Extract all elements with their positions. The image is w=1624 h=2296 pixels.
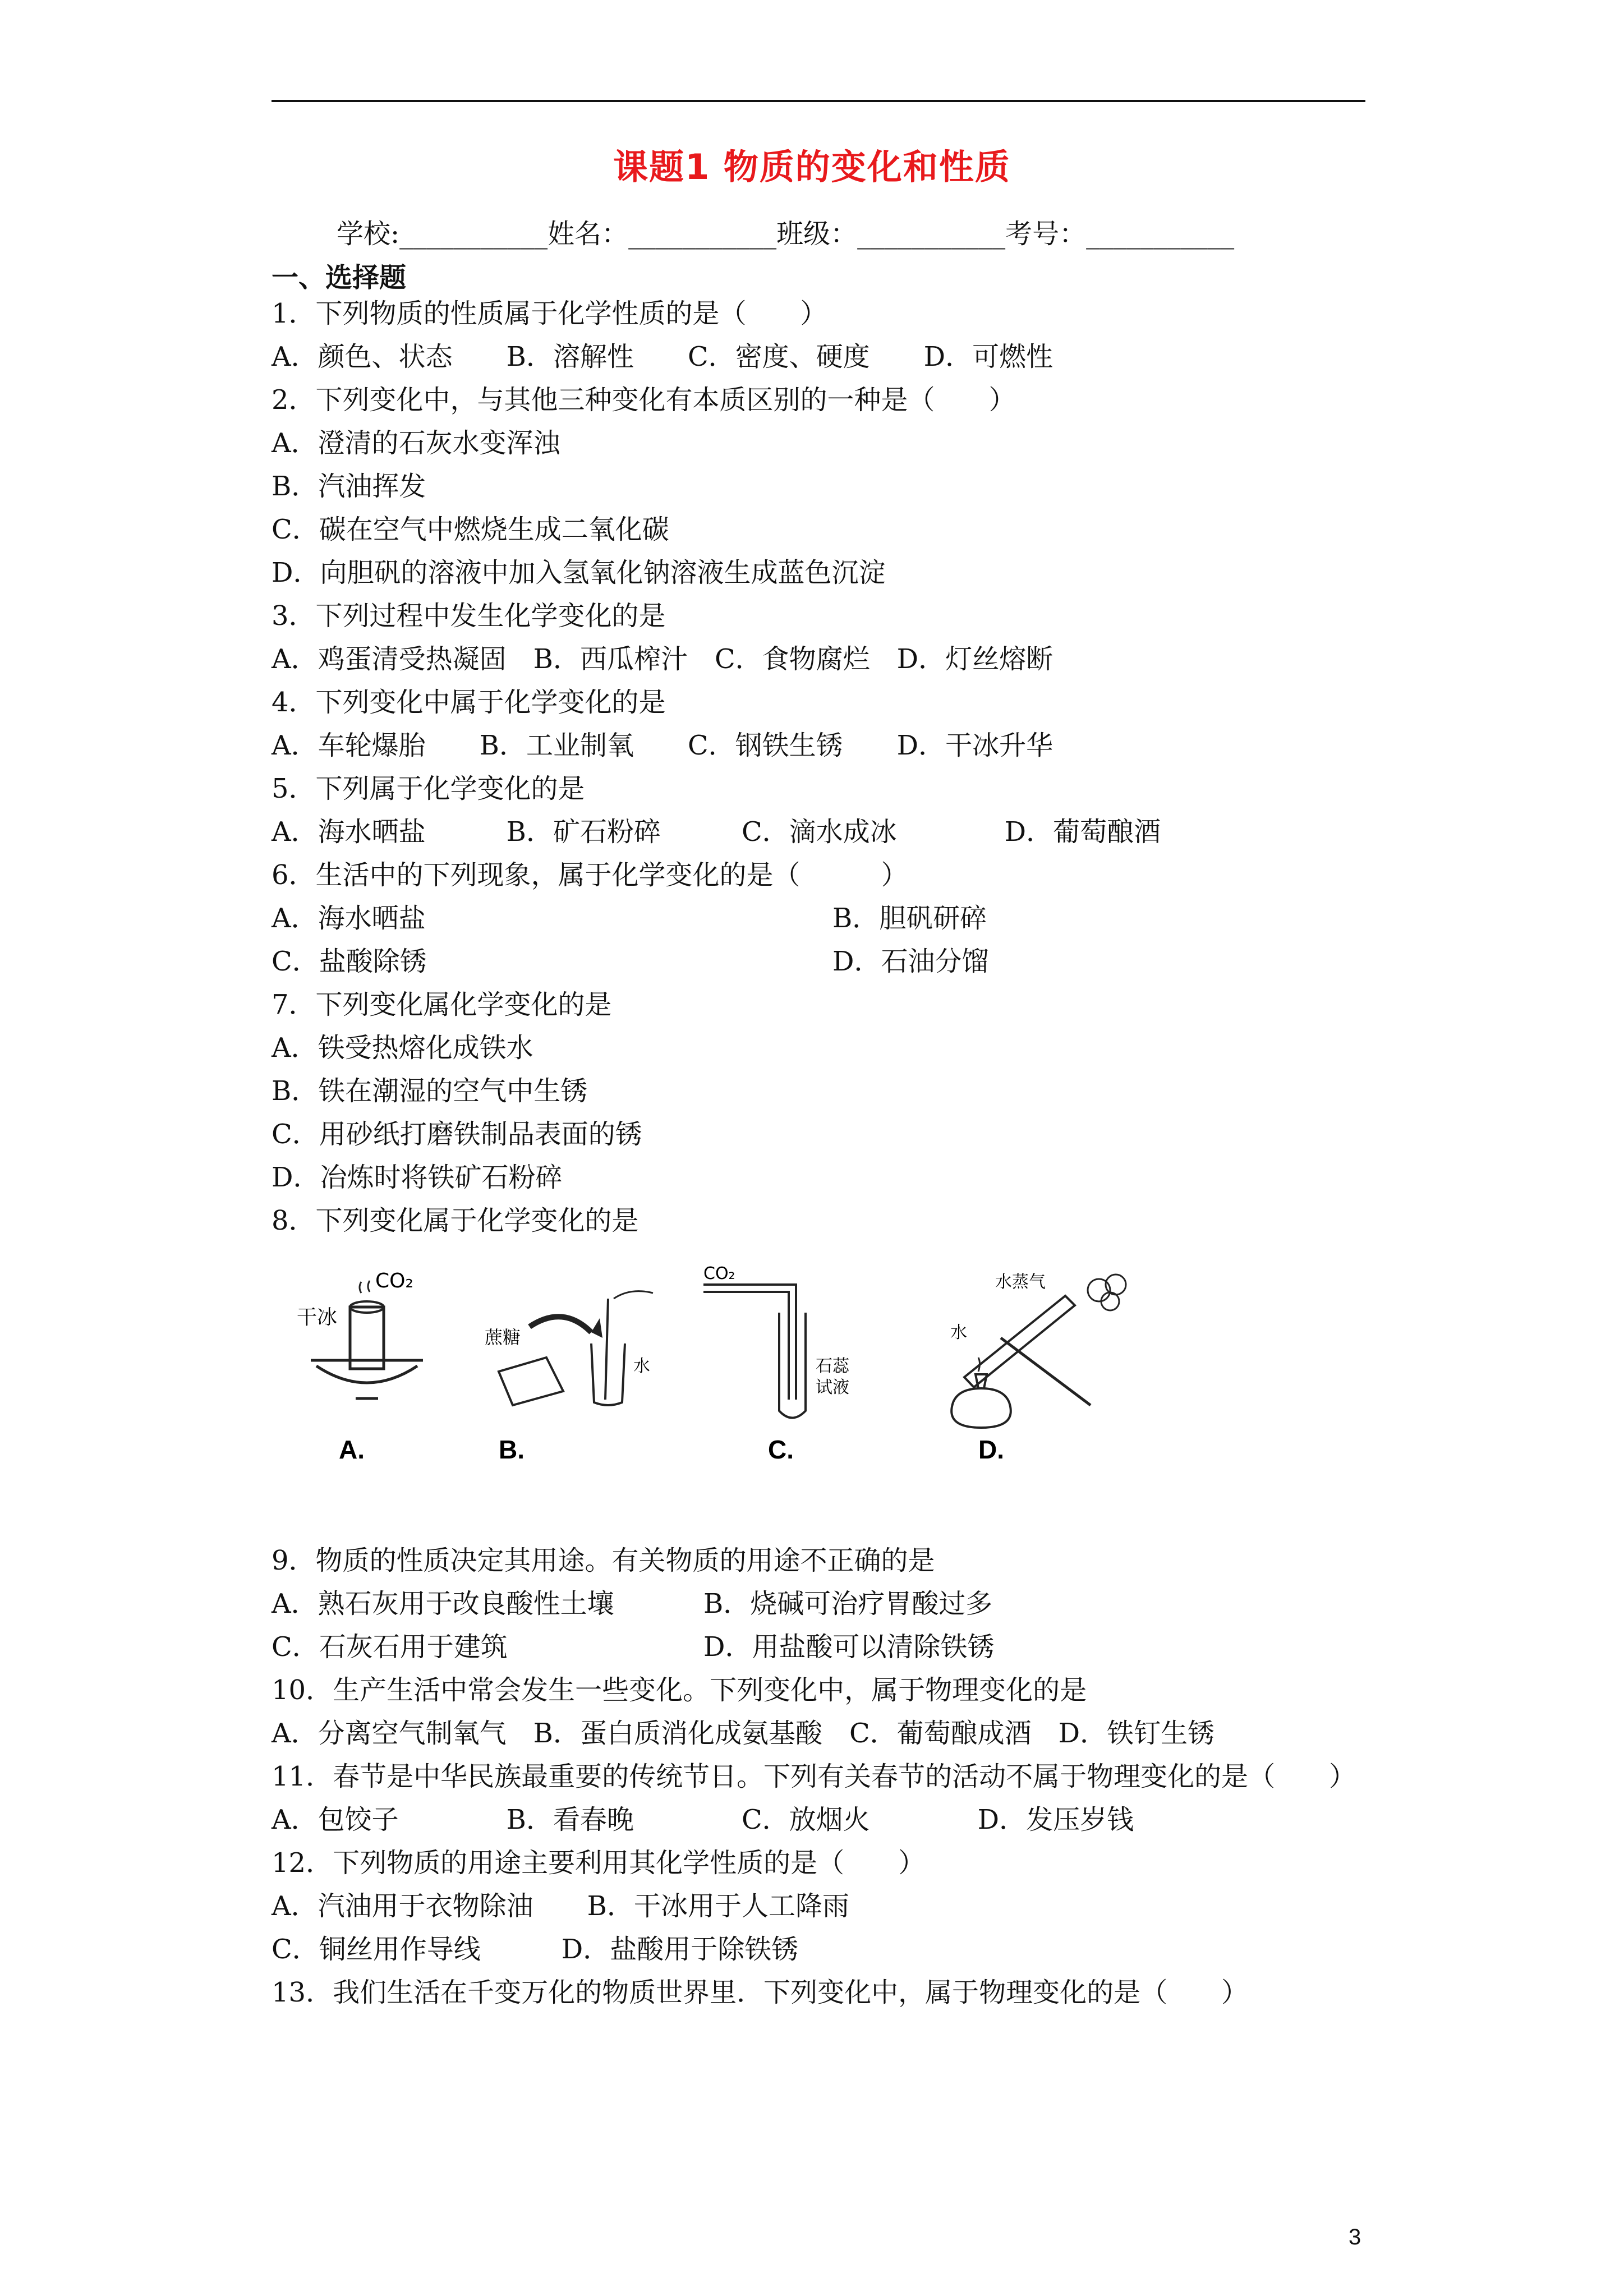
question-line: A．铁受热熔化成铁水: [272, 1032, 533, 1064]
question-line: D．石油分馏: [832, 946, 989, 977]
question-line: 2．下列变化中，与其他三种变化有本质区别的一种是（ ）: [272, 384, 1016, 416]
question-line: A．鸡蛋清受热凝固 B．西瓜榨汁 C．食物腐烂 D．灯丝熔断: [272, 643, 1053, 675]
question-line: 13．我们生活在千变万化的物质世界里．下列变化中，属于物理变化的是（ ）: [272, 1977, 1249, 2008]
question-line: D．冶炼时将铁矿石粉碎: [272, 1162, 563, 1193]
student-info-line: 学校:___________姓名：___________班级：___________考号：___________: [337, 218, 1235, 250]
figure-label-b: B.: [499, 1435, 525, 1464]
question-line: 10．生产生活中常会发生一些变化。下列变化中，属于物理变化的是: [272, 1674, 1087, 1706]
question-line: A．颜色、状态 B．溶解性 C．密度、硬度 D．可燃性: [272, 341, 1053, 372]
question-8-figure: [272, 1259, 1169, 1484]
question-line: A．海水晒盐 B．矿石粉碎 C．滴水成冰 D．葡萄酿酒: [272, 816, 1161, 848]
question-line: C．石灰石用于建筑: [272, 1631, 508, 1663]
figure-a-text-dry-ice: 干冰: [297, 1306, 338, 1329]
question-line: A．汽油用于衣物除油 B．干冰用于人工降雨: [272, 1890, 849, 1922]
section-heading: 一、选择题: [272, 262, 407, 293]
figure-c-text-litmus-2: 试液: [816, 1378, 849, 1397]
question-line: 6．生活中的下列现象，属于化学变化的是（ ）: [272, 859, 908, 891]
question-line: A．包饺子 B．看春晚 C．放烟火 D．发压岁钱: [272, 1804, 1134, 1835]
question-line: D．用盐酸可以清除铁锈: [703, 1631, 995, 1663]
question-line: 5．下列属于化学变化的是: [272, 773, 585, 804]
question-line: D．向胆矾的溶液中加入氢氧化钠溶液生成蓝色沉淀: [272, 557, 886, 588]
question-line: C．碳在空气中燃烧生成二氧化碳: [272, 514, 669, 545]
figure-label-d: D.: [978, 1435, 1004, 1464]
question-line: 1．下列物质的性质属于化学性质的是（ ）: [272, 298, 827, 329]
question-line: B．汽油挥发: [272, 471, 426, 502]
question-line: C．盐酸除锈: [272, 946, 427, 977]
figure-b-sugar-dissolving: [485, 1291, 653, 1464]
figure-c-text-co2: CO₂: [703, 1264, 735, 1283]
page-title: 课题1 物质的变化和性质: [613, 146, 1011, 187]
question-line: A．熟石灰用于改良酸性土壤: [272, 1588, 614, 1619]
question-line: 12．下列物质的用途主要利用其化学性质的是（ ）: [272, 1847, 926, 1879]
figure-label-a: A.: [339, 1435, 365, 1464]
figure-a-text-co2: CO₂: [375, 1269, 413, 1292]
question-line: A．分离空气制氧气 B．蛋白质消化成氨基酸 C．葡萄酿成酒 D．铁钉生锈: [272, 1718, 1215, 1749]
question-line: A．海水晒盐: [272, 903, 426, 934]
figure-a-dry-ice: [297, 1269, 423, 1464]
question-line: 8．下列变化属于化学变化的是: [272, 1205, 639, 1236]
figure-c-text-litmus-1: 石蕊: [816, 1356, 849, 1376]
figure-c-co2-litmus: [703, 1264, 850, 1464]
question-line: 9．物质的性质决定其用途。有关物质的用途不正确的是: [272, 1545, 935, 1576]
question-line: 3．下列过程中发生化学变化的是: [272, 600, 666, 632]
question-line: 11．春节是中华民族最重要的传统节日。下列有关春节的活动不属于物理变化的是（ ）: [272, 1761, 1356, 1792]
figure-b-text-water: 水: [633, 1356, 650, 1376]
question-line: B．烧碱可治疗胃酸过多: [703, 1588, 993, 1619]
figure-label-c: C.: [768, 1435, 794, 1464]
question-line: 4．下列变化中属于化学变化的是: [272, 687, 666, 718]
figure-b-text-sugar: 蔗糖: [485, 1327, 521, 1348]
question-line: A．澄清的石灰水变浑浊: [272, 427, 560, 459]
figure-d-text-steam: 水蒸气: [995, 1272, 1046, 1292]
figure-d-boiling-water: [950, 1272, 1126, 1464]
question-line: C．铜丝用作导线 D．盐酸用于除铁锈: [272, 1934, 799, 1965]
question-line: B．胆矾研碎: [832, 903, 987, 934]
question-line: A．车轮爆胎 B．工业制氧 C．钢铁生锈 D．干冰升华: [272, 730, 1053, 761]
question-line: C．用砂纸打磨铁制品表面的锈: [272, 1119, 642, 1150]
figure-d-text-water: 水: [950, 1323, 967, 1342]
question-line: 7．下列变化属化学变化的是: [272, 989, 612, 1020]
page-number: 3: [1349, 2225, 1361, 2249]
question-line: B．铁在潮湿的空气中生锈: [272, 1075, 588, 1107]
header-rule: [272, 100, 1365, 102]
